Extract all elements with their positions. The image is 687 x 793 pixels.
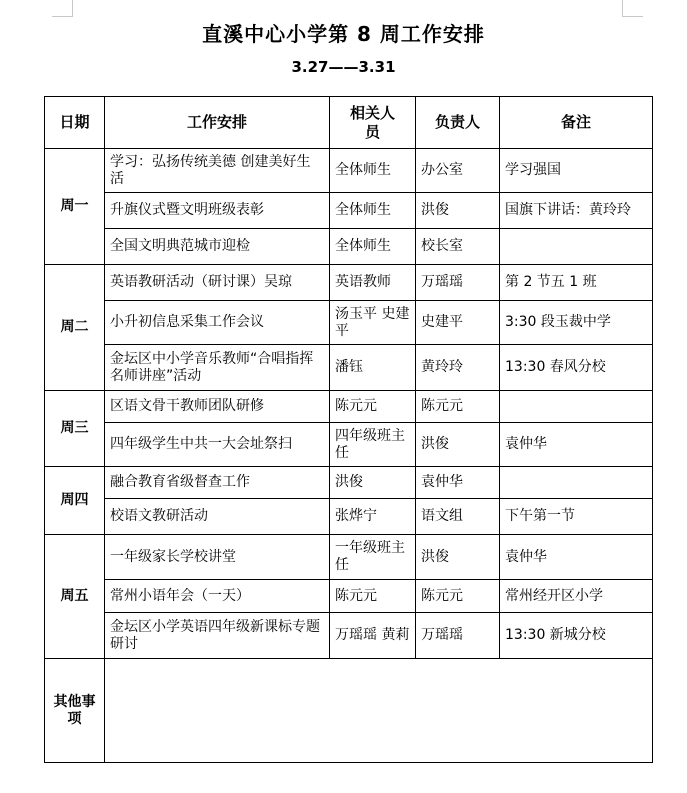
other-label: 其他事项 — [45, 659, 105, 763]
responsible-cell: 洪俊 — [416, 193, 500, 229]
related-cell: 陈元元 — [330, 391, 416, 423]
responsible-cell: 办公室 — [416, 149, 500, 193]
header-responsible: 负责人 — [416, 97, 500, 149]
work-cell: 升旗仪式暨文明班级表彰 — [105, 193, 330, 229]
table-row — [45, 265, 653, 301]
work-cell: 融合教育省级督查工作 — [105, 467, 330, 499]
other-row — [45, 659, 653, 763]
day-cell: 周二 — [45, 265, 105, 391]
day-cell: 周三 — [45, 391, 105, 467]
work-cell: 一年级家长学校讲堂 — [105, 535, 330, 580]
related-cell: 全体师生 — [330, 193, 416, 229]
page-title: 直溪中心小学第 8 周工作安排 — [202, 22, 485, 46]
table-row — [45, 580, 653, 613]
related-cell: 潘钰 — [330, 345, 416, 391]
notes-cell: 下午第一节 — [500, 499, 653, 535]
notes-cell: 袁仲华 — [500, 535, 653, 580]
page-corner-mark-right — [622, 0, 643, 17]
header-row — [45, 97, 653, 149]
responsible-cell: 万瑶瑶 — [416, 265, 500, 301]
work-cell: 学习：弘扬传统美德 创建美好生活 — [105, 149, 330, 193]
date-range: 3.27——3.31 — [291, 58, 396, 76]
notes-cell — [500, 467, 653, 499]
notes-cell: 13:30 春风分校 — [500, 345, 653, 391]
responsible-cell: 校长室 — [416, 229, 500, 265]
notes-cell: 学习强国 — [500, 149, 653, 193]
related-cell: 四年级班主任 — [330, 423, 416, 467]
schedule-table — [44, 96, 653, 763]
table-row — [45, 535, 653, 580]
work-cell: 英语教研活动（研讨课）吴琼 — [105, 265, 330, 301]
responsible-cell: 陈元元 — [416, 580, 500, 613]
responsible-cell: 洪俊 — [416, 535, 500, 580]
notes-cell — [500, 391, 653, 423]
responsible-cell: 万瑶瑶 — [416, 613, 500, 659]
day-cell: 周一 — [45, 149, 105, 265]
notes-cell: 袁仲华 — [500, 423, 653, 467]
work-cell: 区语文骨干教师团队研修 — [105, 391, 330, 423]
related-cell: 陈元元 — [330, 580, 416, 613]
responsible-cell: 洪俊 — [416, 423, 500, 467]
table-row — [45, 193, 653, 229]
notes-cell — [500, 229, 653, 265]
table-row — [45, 149, 653, 193]
table-row — [45, 423, 653, 467]
work-cell: 全国文明典范城市迎检 — [105, 229, 330, 265]
responsible-cell: 袁仲华 — [416, 467, 500, 499]
work-cell: 金坛区中小学音乐教师“合唱指挥名师讲座”活动 — [105, 345, 330, 391]
related-cell: 全体师生 — [330, 149, 416, 193]
other-content — [105, 659, 653, 763]
header-work: 工作安排 — [105, 97, 330, 149]
work-cell: 四年级学生中共一大会址祭扫 — [105, 423, 330, 467]
related-cell: 洪俊 — [330, 467, 416, 499]
work-cell: 常州小语年会（一天） — [105, 580, 330, 613]
day-cell: 周四 — [45, 467, 105, 535]
notes-cell: 3:30 段玉裁中学 — [500, 301, 653, 345]
related-cell: 一年级班主任 — [330, 535, 416, 580]
day-cell: 周五 — [45, 535, 105, 659]
header-date: 日期 — [45, 97, 105, 149]
related-cell: 张烨宁 — [330, 499, 416, 535]
responsible-cell: 陈元元 — [416, 391, 500, 423]
responsible-cell: 黄玲玲 — [416, 345, 500, 391]
table-row — [45, 499, 653, 535]
table-row — [45, 229, 653, 265]
work-cell: 校语文教研活动 — [105, 499, 330, 535]
table-row — [45, 467, 653, 499]
work-cell: 金坛区小学英语四年级新课标专题研讨 — [105, 613, 330, 659]
related-cell: 全体师生 — [330, 229, 416, 265]
notes-cell: 第 2 节五 1 班 — [500, 265, 653, 301]
work-cell: 小升初信息采集工作会议 — [105, 301, 330, 345]
related-cell: 汤玉平 史建平 — [330, 301, 416, 345]
table-row — [45, 391, 653, 423]
related-cell: 万瑶瑶 黄莉 — [330, 613, 416, 659]
related-cell: 英语教师 — [330, 265, 416, 301]
table-row — [45, 613, 653, 659]
table-row — [45, 301, 653, 345]
notes-cell: 13:30 新城分校 — [500, 613, 653, 659]
page-corner-mark-left — [52, 0, 73, 17]
header-notes: 备注 — [500, 97, 653, 149]
notes-cell: 常州经开区小学 — [500, 580, 653, 613]
responsible-cell: 史建平 — [416, 301, 500, 345]
header-related: 相关人员 — [330, 97, 416, 149]
notes-cell: 国旗下讲话：黄玲玲 — [500, 193, 653, 229]
table-row — [45, 345, 653, 391]
responsible-cell: 语文组 — [416, 499, 500, 535]
